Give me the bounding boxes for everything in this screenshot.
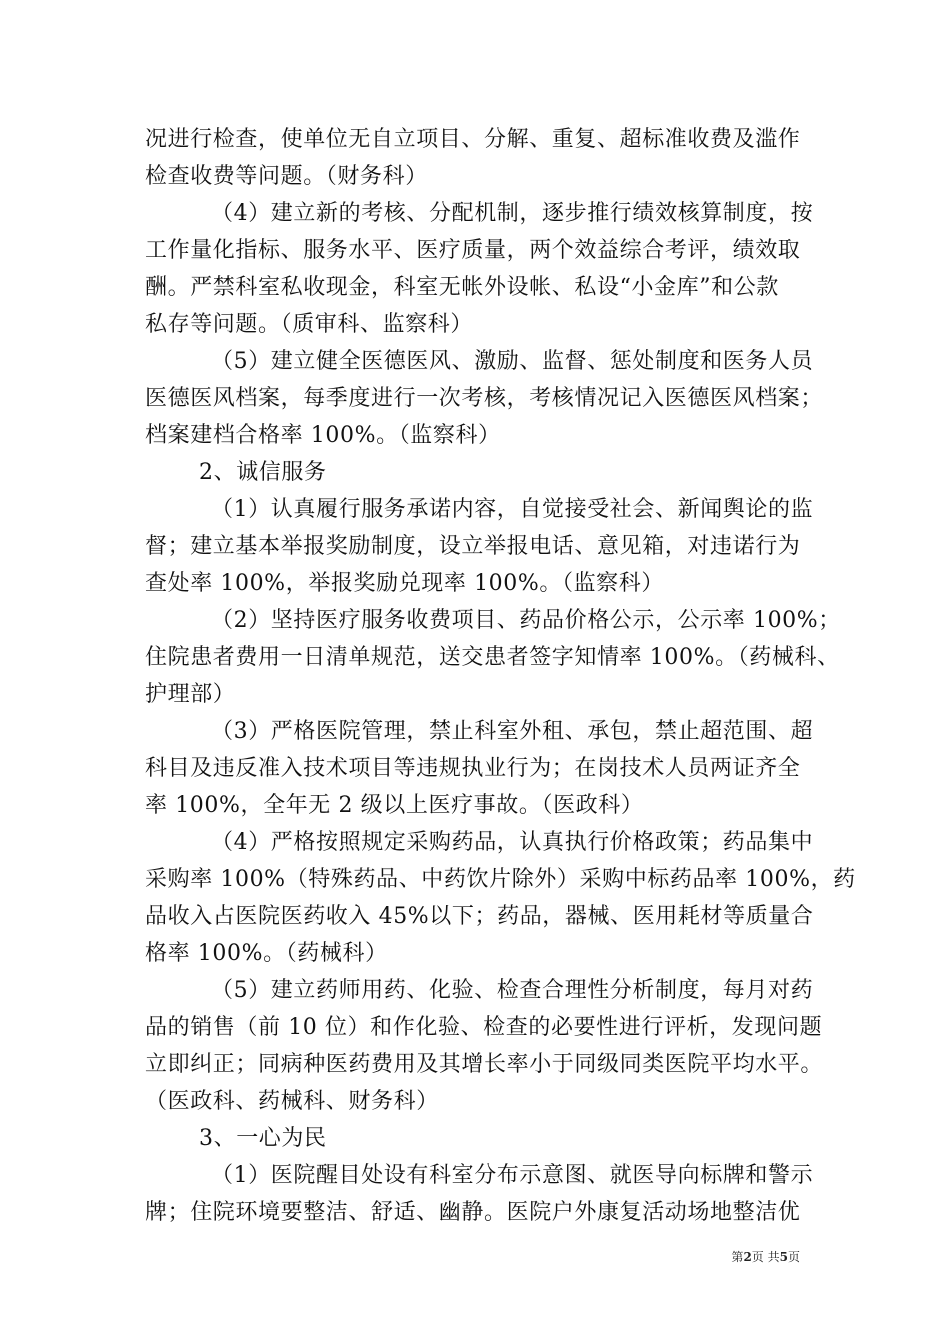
text-line: 住院患者费用一日清单规范，送交患者签字知情率 100%。（药械科、 (145, 645, 840, 670)
text-line: 工作量化指标、服务水平、医疗质量，两个效益综合考评，绩效取 (145, 238, 801, 263)
current-page-number: 2 (743, 1250, 752, 1264)
text-line: 检查收费等问题。（财务科） (145, 164, 428, 189)
text-line: 护理部） (145, 682, 236, 707)
text-line: 况进行检查，使单位无自立项目、分解、重复、超标准收费及滥作 (145, 127, 801, 152)
text-line: 查处率 100%，举报奖励兑现率 100%。（监察科） (145, 571, 664, 596)
text-line: 档案建档合格率 100%。（监察科） (145, 423, 501, 448)
text-line: 科目及违反准入技术项目等违规执业行为；在岗技术人员两证齐全 (145, 756, 801, 781)
paragraph-start: （5）建立健全医德医风、激励、监督、惩处制度和医务人员 (211, 349, 814, 374)
text-line: 医德医风档案，每季度进行一次考核，考核情况记入医德医风档案； (145, 386, 824, 411)
text-line: 牌；住院环境要整洁、舒适、幽静。医院户外康复活动场地整洁优 (145, 1200, 801, 1225)
text-line: 立即纠正；同病种医药费用及其增长率小于同级同类医院平均水平。 (145, 1052, 824, 1077)
text-line: 酬。严禁科室私收现金，科室无帐外设帐、私设“小金库”和公款 (145, 275, 779, 300)
total-pages-number: 5 (779, 1250, 788, 1264)
page-number-footer (731, 1249, 800, 1265)
paragraph-start: （3）严格医院管理，禁止科室外租、承包，禁止超范围、超 (211, 719, 814, 744)
document-body (145, 121, 856, 1231)
paragraph-start: （4）严格按照规定采购药品，认真执行价格政策；药品集中 (211, 830, 814, 855)
section-heading: 2、诚信服务 (199, 460, 327, 485)
paragraph-start: （1）认真履行服务承诺内容，自觉接受社会、新闻舆论的监 (211, 497, 814, 522)
paragraph-start: （5）建立药师用药、化验、检查合理性分析制度，每月对药 (211, 978, 814, 1003)
text-line: 率 100%，全年无 2 级以上医疗事故。（医政科） (145, 793, 644, 818)
footer-middle: 页 共 (751, 1250, 780, 1264)
text-line: 督；建立基本举报奖励制度，设立举报电话、意见箱，对违诺行为 (145, 534, 801, 559)
footer-prefix: 第 (731, 1250, 744, 1264)
paragraph-start: （4）建立新的考核、分配机制，逐步推行绩效核算制度，按 (211, 201, 814, 226)
text-line: 格率 100%。（药械科） (145, 941, 388, 966)
footer-suffix: 页 (787, 1250, 800, 1264)
text-line: 采购率 100%（特殊药品、中药饮片除外）采购中标药品率 100%，药 (145, 867, 856, 892)
text-line: （医政科、药械科、财务科） (145, 1089, 439, 1114)
paragraph-start: （1）医院醒目处设有科室分布示意图、就医导向标牌和警示 (211, 1163, 814, 1188)
text-line: 私存等问题。（质审科、监察科） (145, 312, 474, 337)
text-line: 品的销售（前 10 位）和作化验、检查的必要性进行评析，发现问题 (145, 1015, 823, 1040)
paragraph-start: （2）坚持医疗服务收费项目、药品价格公示，公示率 100%； (211, 608, 841, 633)
text-line: 品收入占医院医药收入 45%以下；药品，器械、医用耗材等质量合 (145, 904, 814, 929)
section-heading: 3、一心为民 (199, 1126, 327, 1151)
